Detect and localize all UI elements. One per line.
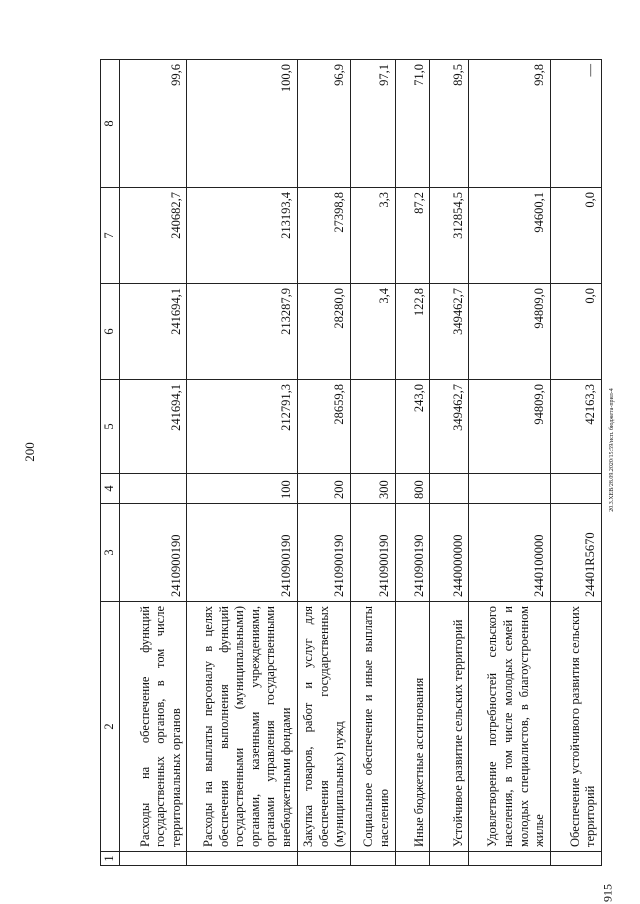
- row-value-col7: 87,2: [395, 188, 430, 284]
- column-header: 7: [101, 188, 120, 284]
- rotated-table-inner: [100, 60, 602, 866]
- row-value-col5: 212791,3: [187, 380, 297, 474]
- row-subcode: [469, 474, 551, 504]
- table-row: [550, 60, 601, 866]
- row-value-col5: 42163,3: [550, 380, 601, 474]
- row-name: Удовлетворение потребностей сельского населения, в том числе молодых семей и молодых специалистов, в благоустроенном жилье: [469, 602, 551, 852]
- document-footer-code: 20.3.ХЕВ/28.09.2020/15:59/исп. бюджета-прил-4: [609, 388, 615, 512]
- table-header-row: [101, 60, 120, 866]
- row-value-col5: 349462,7: [430, 380, 469, 474]
- row-value-col7: 240682,7: [120, 188, 187, 284]
- row-value-col5: 241694,1: [120, 380, 187, 474]
- row-value-col6: 213287,9: [187, 284, 297, 380]
- row-value-col7: 312854,5: [430, 188, 469, 284]
- row-code: 2440100000: [469, 504, 551, 602]
- row-name: Устойчивое развитие сельских территорий: [430, 602, 469, 852]
- side-page-number: 915: [600, 884, 615, 902]
- row-value-col6: 349462,7: [430, 284, 469, 380]
- row-subcode: [430, 474, 469, 504]
- table-row: [395, 60, 430, 866]
- row-code: 2410900190: [297, 504, 350, 602]
- column-header: 1: [101, 852, 120, 866]
- row-value-col5: 94809,0: [469, 380, 551, 474]
- column-header: 2: [101, 602, 120, 852]
- row-subcode: 100: [187, 474, 297, 504]
- row-value-col7: 94600,1: [469, 188, 551, 284]
- row-value-col6: 0,0: [550, 284, 601, 380]
- row-name: Иные бюджетные ассигнования: [395, 602, 430, 852]
- rotated-table-container: [100, 60, 602, 866]
- row-value-col6: 241694,1: [120, 284, 187, 380]
- column-header: 4: [101, 474, 120, 504]
- row-number-cell: [550, 852, 601, 866]
- row-value-col7: 213193,4: [187, 188, 297, 284]
- row-name: Расходы на обеспечение функций государственных органов, в том числе территориальных органов: [120, 602, 187, 852]
- table-row: [469, 60, 551, 866]
- table-row: [350, 60, 395, 866]
- row-name: Закупка товаров, работ и услуг для обеспечения государственных (муниципальных) нужд: [297, 602, 350, 852]
- column-header: 5: [101, 380, 120, 474]
- row-value-col8: 71,0: [395, 60, 430, 188]
- row-value-col8: 96,9: [297, 60, 350, 188]
- row-code: 24401R5670: [550, 504, 601, 602]
- row-name: Социальное обеспечение и иные выплаты населению: [350, 602, 395, 852]
- row-value-col8: 89,5: [430, 60, 469, 188]
- row-number-cell: [297, 852, 350, 866]
- row-number-cell: [120, 852, 187, 866]
- row-value-col5: 243,0: [395, 380, 430, 474]
- row-value-col6: 3,4: [350, 284, 395, 380]
- row-name: Расходы на выплаты персоналу в целях обеспечения выполнения функций государственными (муниципальными) органами, казенными учреждениями, органами управления государственными внебюджетными фондами: [187, 602, 297, 852]
- table-row: [120, 60, 187, 866]
- row-code: 2410900190: [187, 504, 297, 602]
- table-row: [297, 60, 350, 866]
- row-subcode: 300: [350, 474, 395, 504]
- column-header: 6: [101, 284, 120, 380]
- row-value-col5: 28659,8: [297, 380, 350, 474]
- row-name: Обеспечение устойчивого развития сельских территорий: [550, 602, 601, 852]
- row-subcode: [550, 474, 601, 504]
- row-code: 2410900190: [350, 504, 395, 602]
- table-row: [187, 60, 297, 866]
- row-value-col6: 122,8: [395, 284, 430, 380]
- row-value-col8: 100,0: [187, 60, 297, 188]
- row-value-col8: 97,1: [350, 60, 395, 188]
- table-row: [430, 60, 469, 866]
- row-value-col8: 99,6: [120, 60, 187, 188]
- row-value-col5: [350, 380, 395, 474]
- column-header: 8: [101, 60, 120, 188]
- row-number-cell: [187, 852, 297, 866]
- row-code: 2410900190: [120, 504, 187, 602]
- row-value-col7: 27398,8: [297, 188, 350, 284]
- page-number: 200: [22, 442, 37, 462]
- row-subcode: 800: [395, 474, 430, 504]
- row-value-col7: 3,3: [350, 188, 395, 284]
- row-code: 2440000000: [430, 504, 469, 602]
- column-header: 3: [101, 504, 120, 602]
- row-value-col6: 94809,0: [469, 284, 551, 380]
- row-code: 2410900190: [395, 504, 430, 602]
- row-value-col8: 99,8: [469, 60, 551, 188]
- row-subcode: 200: [297, 474, 350, 504]
- row-subcode: [120, 474, 187, 504]
- row-number-cell: [395, 852, 430, 866]
- row-number-cell: [350, 852, 395, 866]
- budget-execution-table: [100, 59, 602, 866]
- row-value-col7: 0,0: [550, 188, 601, 284]
- row-number-cell: [469, 852, 551, 866]
- row-number-cell: [430, 852, 469, 866]
- row-value-col8: —: [550, 60, 601, 188]
- row-value-col6: 28280,0: [297, 284, 350, 380]
